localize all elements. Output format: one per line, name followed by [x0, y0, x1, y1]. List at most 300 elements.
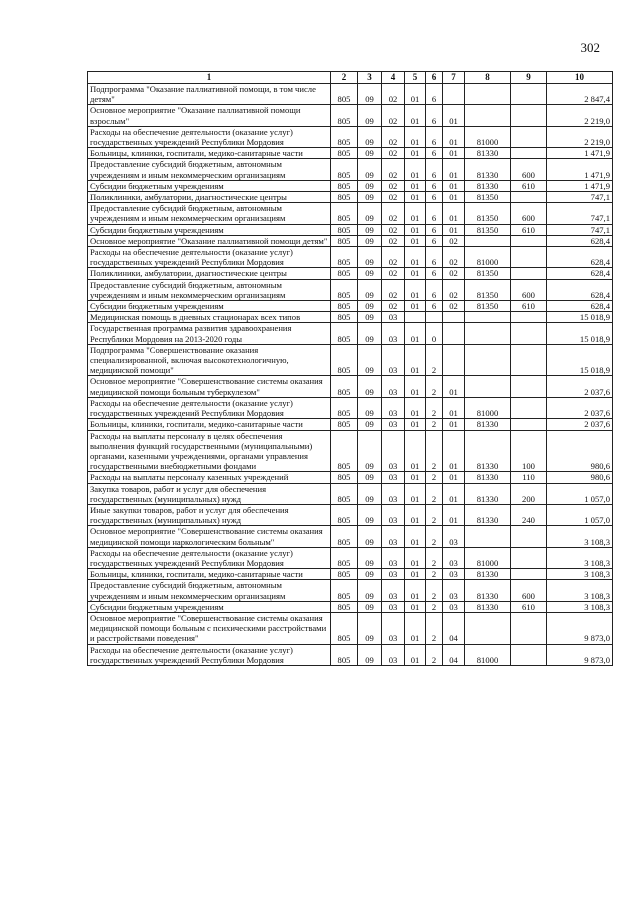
row-amount-cell: 747,1	[547, 192, 613, 203]
row-code-cell: 81330	[465, 504, 511, 525]
row-code-cell	[511, 397, 547, 418]
table-row	[88, 312, 613, 323]
row-code-cell: 805	[331, 105, 358, 126]
row-code-cell: 03	[443, 580, 465, 601]
row-code-cell: 01	[405, 397, 426, 418]
row-code-cell: 02	[382, 148, 405, 159]
row-code-cell	[465, 376, 511, 397]
row-code-cell: 600	[511, 279, 547, 300]
row-code-cell: 01	[443, 483, 465, 504]
row-code-cell: 110	[511, 472, 547, 483]
row-name-cell: Предоставление субсидий бюджетным, автономным учреждениям и иным некоммерческим организациям	[88, 580, 331, 601]
table-row	[88, 483, 613, 504]
row-code-cell: 03	[382, 569, 405, 580]
row-code-cell: 03	[382, 601, 405, 612]
table-row	[88, 126, 613, 147]
row-code-cell: 81000	[465, 247, 511, 268]
row-code-cell: 2	[426, 419, 443, 430]
row-code-cell	[511, 148, 547, 159]
row-code-cell: 09	[358, 268, 382, 279]
row-code-cell: 09	[358, 344, 382, 376]
column-header: 9	[511, 72, 547, 84]
row-code-cell: 02	[382, 84, 405, 105]
row-code-cell: 81350	[465, 301, 511, 312]
row-name-cell: Основное мероприятие "Совершенствование системы оказания медицинской помощи наркологическим больным"	[88, 526, 331, 547]
row-name-cell: Подпрограмма "Совершенствование оказания специализированной, включая высокотехнологичную, медицинской помощи"	[88, 344, 331, 376]
row-code-cell: 01	[405, 547, 426, 568]
row-amount-cell: 747,1	[547, 203, 613, 224]
table-row	[88, 580, 613, 601]
row-code-cell: 09	[358, 126, 382, 147]
row-code-cell: 805	[331, 526, 358, 547]
row-code-cell: 81330	[465, 180, 511, 191]
row-code-cell: 02	[443, 268, 465, 279]
row-code-cell: 03	[382, 323, 405, 344]
row-code-cell: 09	[358, 580, 382, 601]
row-code-cell: 600	[511, 159, 547, 180]
row-code-cell: 01	[405, 268, 426, 279]
row-code-cell: 03	[382, 580, 405, 601]
row-code-cell: 01	[405, 159, 426, 180]
row-code-cell	[465, 235, 511, 246]
row-code-cell: 805	[331, 268, 358, 279]
row-code-cell	[511, 323, 547, 344]
table-row	[88, 526, 613, 547]
row-code-cell: 81330	[465, 472, 511, 483]
row-amount-cell: 15 018,9	[547, 344, 613, 376]
row-code-cell: 610	[511, 180, 547, 191]
row-code-cell: 03	[382, 472, 405, 483]
table-row	[88, 224, 613, 235]
row-code-cell: 02	[382, 126, 405, 147]
row-code-cell: 09	[358, 397, 382, 418]
row-code-cell: 805	[331, 84, 358, 105]
row-code-cell	[511, 312, 547, 323]
row-code-cell: 02	[443, 301, 465, 312]
row-code-cell: 09	[358, 483, 382, 504]
row-code-cell: 805	[331, 569, 358, 580]
row-code-cell: 805	[331, 580, 358, 601]
row-code-cell: 805	[331, 397, 358, 418]
row-code-cell: 01	[443, 159, 465, 180]
row-code-cell: 6	[426, 159, 443, 180]
row-code-cell	[465, 105, 511, 126]
row-code-cell: 81000	[465, 126, 511, 147]
row-code-cell: 805	[331, 430, 358, 472]
table-row	[88, 344, 613, 376]
row-code-cell: 6	[426, 224, 443, 235]
row-code-cell: 01	[443, 504, 465, 525]
row-code-cell: 81330	[465, 159, 511, 180]
row-code-cell: 2	[426, 601, 443, 612]
row-code-cell: 81000	[465, 547, 511, 568]
row-amount-cell: 747,1	[547, 224, 613, 235]
row-amount-cell: 3 108,3	[547, 569, 613, 580]
row-code-cell: 600	[511, 203, 547, 224]
row-amount-cell: 2 219,0	[547, 126, 613, 147]
row-name-cell: Предоставление субсидий бюджетным, автономным учреждениям и иным некоммерческим организациям	[88, 279, 331, 300]
row-code-cell: 01	[405, 180, 426, 191]
row-code-cell: 805	[331, 547, 358, 568]
row-amount-cell: 1 471,9	[547, 159, 613, 180]
row-code-cell: 09	[358, 547, 382, 568]
row-code-cell	[405, 312, 426, 323]
row-code-cell: 02	[382, 224, 405, 235]
row-code-cell: 01	[405, 419, 426, 430]
row-code-cell: 09	[358, 526, 382, 547]
row-code-cell	[465, 312, 511, 323]
row-name-cell: Больницы, клиники, госпитали, медико-санитарные части	[88, 419, 331, 430]
row-code-cell: 03	[382, 644, 405, 665]
row-amount-cell: 1 471,9	[547, 180, 613, 191]
row-code-cell: 01	[405, 472, 426, 483]
row-code-cell: 09	[358, 105, 382, 126]
row-code-cell: 01	[443, 472, 465, 483]
row-code-cell: 03	[382, 376, 405, 397]
row-code-cell	[465, 344, 511, 376]
row-code-cell	[511, 235, 547, 246]
row-code-cell: 01	[443, 419, 465, 430]
row-code-cell: 04	[443, 612, 465, 644]
row-code-cell: 03	[443, 526, 465, 547]
row-code-cell: 09	[358, 159, 382, 180]
row-code-cell: 03	[443, 569, 465, 580]
row-code-cell: 02	[382, 279, 405, 300]
row-code-cell: 01	[405, 235, 426, 246]
row-amount-cell: 3 108,3	[547, 601, 613, 612]
row-code-cell	[465, 526, 511, 547]
row-amount-cell: 15 018,9	[547, 312, 613, 323]
row-name-cell: Государственная программа развития здравоохранения Республики Мордовия на 2013-2020 годы	[88, 323, 331, 344]
row-name-cell: Основное мероприятие "Совершенствование системы оказания медицинской помощи больным туберкулезом"	[88, 376, 331, 397]
row-code-cell: 04	[443, 644, 465, 665]
table-row	[88, 84, 613, 105]
row-code-cell: 6	[426, 235, 443, 246]
table-row	[88, 203, 613, 224]
row-code-cell	[511, 344, 547, 376]
row-amount-cell: 2 037,6	[547, 376, 613, 397]
row-code-cell	[511, 84, 547, 105]
column-header: 1	[88, 72, 331, 84]
row-code-cell: 01	[405, 279, 426, 300]
table-row	[88, 601, 613, 612]
row-code-cell: 02	[382, 301, 405, 312]
table-row	[88, 547, 613, 568]
row-code-cell: 2	[426, 612, 443, 644]
row-code-cell: 03	[443, 547, 465, 568]
row-code-cell: 805	[331, 504, 358, 525]
table-row	[88, 159, 613, 180]
row-amount-cell: 2 219,0	[547, 105, 613, 126]
row-code-cell: 02	[382, 268, 405, 279]
page-number: 302	[580, 40, 600, 55]
row-amount-cell: 628,4	[547, 301, 613, 312]
budget-table	[87, 71, 613, 666]
row-code-cell: 0	[426, 323, 443, 344]
row-code-cell: 805	[331, 644, 358, 665]
row-code-cell: 03	[382, 612, 405, 644]
row-amount-cell: 980,6	[547, 472, 613, 483]
row-name-cell: Субсидии бюджетным учреждениям	[88, 301, 331, 312]
row-name-cell: Расходы на обеспечение деятельности (оказание услуг) государственных учреждений Республики Мордовия	[88, 547, 331, 568]
row-code-cell: 6	[426, 192, 443, 203]
row-code-cell	[511, 126, 547, 147]
row-code-cell: 805	[331, 235, 358, 246]
row-name-cell: Закупка товаров, работ и услуг для обеспечения государственных (муниципальных) нужд	[88, 483, 331, 504]
row-code-cell: 805	[331, 601, 358, 612]
row-code-cell: 81350	[465, 279, 511, 300]
row-code-cell: 2	[426, 569, 443, 580]
row-code-cell	[511, 419, 547, 430]
table-row	[88, 472, 613, 483]
row-code-cell: 81330	[465, 419, 511, 430]
row-code-cell: 02	[443, 247, 465, 268]
row-code-cell: 805	[331, 483, 358, 504]
row-code-cell: 01	[405, 569, 426, 580]
row-code-cell: 01	[443, 148, 465, 159]
column-header: 4	[382, 72, 405, 84]
row-code-cell: 01	[405, 344, 426, 376]
row-code-cell	[511, 612, 547, 644]
row-code-cell: 01	[405, 224, 426, 235]
row-code-cell: 02	[382, 105, 405, 126]
row-amount-cell: 628,4	[547, 247, 613, 268]
row-code-cell: 01	[405, 323, 426, 344]
table-row	[88, 279, 613, 300]
row-code-cell: 805	[331, 203, 358, 224]
row-name-cell: Больницы, клиники, госпитали, медико-санитарные части	[88, 569, 331, 580]
row-code-cell: 03	[382, 419, 405, 430]
row-code-cell	[426, 312, 443, 323]
row-name-cell: Расходы на обеспечение деятельности (оказание услуг) государственных учреждений Республики Мордовия	[88, 644, 331, 665]
table-row	[88, 180, 613, 191]
row-code-cell	[443, 323, 465, 344]
row-code-cell: 2	[426, 504, 443, 525]
row-name-cell: Основное мероприятие "Оказание паллиативной помощи детям"	[88, 235, 331, 246]
column-header: 3	[358, 72, 382, 84]
row-code-cell	[511, 376, 547, 397]
row-name-cell: Субсидии бюджетным учреждениям	[88, 224, 331, 235]
row-code-cell: 100	[511, 430, 547, 472]
row-name-cell: Предоставление субсидий бюджетным, автономным учреждениям и иным некоммерческим организациям	[88, 203, 331, 224]
row-code-cell: 01	[405, 504, 426, 525]
row-code-cell: 2	[426, 644, 443, 665]
row-code-cell: 01	[443, 180, 465, 191]
row-code-cell: 2	[426, 397, 443, 418]
row-code-cell: 6	[426, 84, 443, 105]
row-code-cell: 09	[358, 247, 382, 268]
row-amount-cell: 628,4	[547, 279, 613, 300]
row-code-cell	[511, 569, 547, 580]
row-code-cell: 02	[382, 235, 405, 246]
row-code-cell: 81350	[465, 268, 511, 279]
row-code-cell	[511, 644, 547, 665]
row-code-cell: 81330	[465, 148, 511, 159]
row-code-cell: 81350	[465, 203, 511, 224]
row-code-cell: 01	[405, 301, 426, 312]
table-row	[88, 105, 613, 126]
row-code-cell: 6	[426, 268, 443, 279]
table-row	[88, 148, 613, 159]
row-code-cell: 09	[358, 203, 382, 224]
table-row	[88, 612, 613, 644]
row-code-cell: 2	[426, 547, 443, 568]
row-code-cell: 01	[405, 601, 426, 612]
row-code-cell: 03	[382, 526, 405, 547]
row-code-cell: 01	[405, 644, 426, 665]
row-code-cell: 81350	[465, 224, 511, 235]
row-code-cell: 09	[358, 419, 382, 430]
row-code-cell: 805	[331, 344, 358, 376]
row-name-cell: Медицинская помощь в дневных стационарах всех типов	[88, 312, 331, 323]
row-code-cell: 01	[443, 105, 465, 126]
row-name-cell: Расходы на обеспечение деятельности (оказание услуг) государственных учреждений Республики Мордовия	[88, 247, 331, 268]
row-code-cell: 6	[426, 126, 443, 147]
row-name-cell: Основное мероприятие "Оказание паллиативной помощи взрослым"	[88, 105, 331, 126]
row-code-cell: 01	[405, 612, 426, 644]
table-row	[88, 419, 613, 430]
row-amount-cell: 2 847,4	[547, 84, 613, 105]
row-code-cell	[443, 84, 465, 105]
row-code-cell: 610	[511, 301, 547, 312]
row-code-cell: 2	[426, 580, 443, 601]
row-amount-cell: 1 471,9	[547, 148, 613, 159]
row-code-cell: 600	[511, 580, 547, 601]
row-code-cell	[511, 192, 547, 203]
row-code-cell: 2	[426, 472, 443, 483]
row-code-cell: 6	[426, 180, 443, 191]
row-code-cell: 6	[426, 301, 443, 312]
row-amount-cell: 1 057,0	[547, 504, 613, 525]
row-code-cell	[465, 612, 511, 644]
row-code-cell: 01	[405, 192, 426, 203]
row-code-cell: 01	[443, 397, 465, 418]
row-code-cell	[443, 344, 465, 376]
row-code-cell	[511, 268, 547, 279]
row-code-cell: 03	[382, 483, 405, 504]
row-code-cell: 805	[331, 419, 358, 430]
row-code-cell: 805	[331, 279, 358, 300]
row-code-cell: 6	[426, 203, 443, 224]
row-code-cell: 02	[443, 235, 465, 246]
table-row	[88, 644, 613, 665]
row-code-cell: 09	[358, 569, 382, 580]
table-row	[88, 235, 613, 246]
row-code-cell: 01	[443, 192, 465, 203]
row-name-cell: Субсидии бюджетным учреждениям	[88, 180, 331, 191]
row-code-cell	[511, 526, 547, 547]
row-code-cell: 240	[511, 504, 547, 525]
row-name-cell: Иные закупки товаров, работ и услуг для обеспечения государственных (муниципальных) нужд	[88, 504, 331, 525]
table-body	[88, 84, 613, 666]
table-row	[88, 569, 613, 580]
table-row	[88, 430, 613, 472]
row-code-cell: 03	[382, 430, 405, 472]
row-code-cell: 03	[382, 547, 405, 568]
row-code-cell	[465, 84, 511, 105]
row-name-cell: Предоставление субсидий бюджетным, автономным учреждениям и иным некоммерческим организациям	[88, 159, 331, 180]
table-row	[88, 192, 613, 203]
row-code-cell	[465, 323, 511, 344]
row-code-cell: 09	[358, 612, 382, 644]
row-name-cell: Поликлиники, амбулатории, диагностические центры	[88, 192, 331, 203]
row-code-cell: 09	[358, 192, 382, 203]
row-code-cell: 03	[382, 504, 405, 525]
row-code-cell: 01	[405, 148, 426, 159]
row-amount-cell: 3 108,3	[547, 547, 613, 568]
row-code-cell: 09	[358, 312, 382, 323]
row-code-cell: 610	[511, 224, 547, 235]
row-code-cell: 09	[358, 235, 382, 246]
column-header: 6	[426, 72, 443, 84]
row-code-cell: 805	[331, 247, 358, 268]
row-name-cell: Больницы, клиники, госпитали, медико-санитарные части	[88, 148, 331, 159]
row-code-cell: 02	[382, 180, 405, 191]
row-code-cell: 610	[511, 601, 547, 612]
row-code-cell: 805	[331, 312, 358, 323]
row-code-cell: 01	[443, 203, 465, 224]
row-code-cell: 02	[443, 279, 465, 300]
row-amount-cell: 9 873,0	[547, 612, 613, 644]
row-code-cell: 09	[358, 180, 382, 191]
row-code-cell: 81350	[465, 192, 511, 203]
row-code-cell: 2	[426, 483, 443, 504]
row-code-cell: 01	[405, 247, 426, 268]
row-amount-cell: 628,4	[547, 268, 613, 279]
row-amount-cell: 9 873,0	[547, 644, 613, 665]
row-code-cell: 805	[331, 472, 358, 483]
row-code-cell: 81000	[465, 397, 511, 418]
row-code-cell: 81000	[465, 644, 511, 665]
row-code-cell: 2	[426, 376, 443, 397]
row-code-cell: 09	[358, 301, 382, 312]
row-code-cell: 01	[443, 430, 465, 472]
table-row	[88, 247, 613, 268]
row-name-cell: Основное мероприятие "Совершенствование системы оказания медицинской помощи больным с психическими расстройствами и расстройствами поведения"	[88, 612, 331, 644]
column-header: 2	[331, 72, 358, 84]
row-code-cell: 81330	[465, 601, 511, 612]
row-name-cell: Субсидии бюджетным учреждениям	[88, 601, 331, 612]
table-header-row	[88, 72, 613, 84]
row-code-cell: 805	[331, 192, 358, 203]
row-name-cell: Поликлиники, амбулатории, диагностические центры	[88, 268, 331, 279]
row-code-cell: 81330	[465, 483, 511, 504]
row-code-cell: 03	[382, 397, 405, 418]
row-amount-cell: 1 057,0	[547, 483, 613, 504]
row-code-cell: 6	[426, 279, 443, 300]
row-code-cell: 805	[331, 180, 358, 191]
row-code-cell: 81330	[465, 569, 511, 580]
row-code-cell: 09	[358, 224, 382, 235]
row-amount-cell: 2 037,6	[547, 419, 613, 430]
row-amount-cell: 980,6	[547, 430, 613, 472]
row-code-cell: 09	[358, 84, 382, 105]
row-code-cell: 805	[331, 376, 358, 397]
row-code-cell: 09	[358, 148, 382, 159]
row-code-cell: 03	[443, 601, 465, 612]
row-amount-cell: 15 018,9	[547, 323, 613, 344]
row-code-cell	[511, 547, 547, 568]
row-code-cell: 01	[443, 224, 465, 235]
row-code-cell: 09	[358, 430, 382, 472]
row-code-cell: 200	[511, 483, 547, 504]
row-amount-cell: 2 037,6	[547, 397, 613, 418]
row-code-cell: 01	[405, 580, 426, 601]
row-code-cell: 2	[426, 344, 443, 376]
row-code-cell: 02	[382, 192, 405, 203]
row-name-cell: Подпрограмма "Оказание паллиативной помощи, в том числе детям"	[88, 84, 331, 105]
row-code-cell: 09	[358, 472, 382, 483]
